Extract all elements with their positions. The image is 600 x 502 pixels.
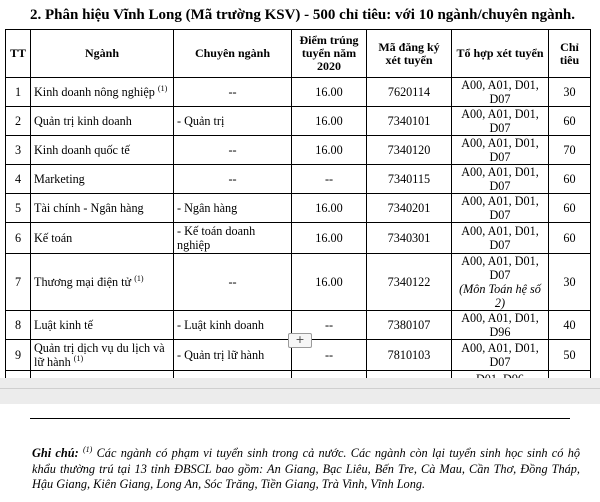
cell-tt: 9 [6, 340, 31, 371]
cell-combo: A00, A01, D01, D07 [452, 107, 549, 136]
cell-score: 16.00 [292, 254, 367, 311]
cell-major: Luật kinh tế [31, 311, 174, 340]
cell-tt: 7 [6, 254, 31, 311]
cell-combo: A00, A01, D01, D07 [452, 78, 549, 107]
cell-combo: A00, A01, D01, D07 [452, 136, 549, 165]
cell-quota: 30 [549, 78, 591, 107]
cell-major: Tài chính - Ngân hàng [31, 194, 174, 223]
cell-code: 7380107 [367, 311, 452, 340]
cell-major: Kinh doanh quốc tế [31, 136, 174, 165]
cell-major [31, 78, 174, 107]
cell-specialization: - Ngân hàng [174, 194, 292, 223]
cell-quota: 60 [549, 223, 591, 254]
cell-major [31, 340, 174, 371]
cell-specialization: - Quản trị lữ hành [174, 340, 292, 371]
cell-score: 16.00 [292, 78, 367, 107]
page-divider [0, 388, 600, 389]
cell-score: -- [292, 165, 367, 194]
cell-tt: 8 [6, 311, 31, 340]
table-row [6, 107, 591, 136]
table-row [6, 78, 591, 107]
cell-combo: A00, A01, D01, D07 [452, 194, 549, 223]
table-row [6, 194, 591, 223]
cell-code: 7340120 [367, 136, 452, 165]
cell-score: 16.00 [292, 194, 367, 223]
cell-tt: 1 [6, 78, 31, 107]
cell-specialization: -- [174, 254, 292, 311]
cell-code: 7340122 [367, 254, 452, 311]
cell-combo: A00, A01, D01, D07 [452, 340, 549, 371]
col-header-score: Điểm trúng tuyển năm 2020 [292, 30, 367, 78]
cell-code: 7340301 [367, 223, 452, 254]
cell-score: -- [292, 340, 367, 371]
cell-specialization: - Quản trị [174, 107, 292, 136]
footnote-marker: (1) [134, 273, 144, 283]
cell-major: Kế toán [31, 223, 174, 254]
cell-tt: 2 [6, 107, 31, 136]
col-header-code: Mã đăng ký xét tuyển [367, 30, 452, 78]
cell-score: 16.00 [292, 107, 367, 136]
cell-tt: 4 [6, 165, 31, 194]
cell-code: 7340101 [367, 107, 452, 136]
note-text: Các ngành có phạm vi tuyển sinh trong cả nước. Các ngành còn lại tuyển sinh học sinh có hộ khẩu thường trú tại 13 tỉnh ĐBSCL bao gồm: An Giang, Bạc Liêu, Bến Tre, Cà Mau, Cần Thơ, Đồng Tháp, Hậu Giang, Kiên Giang, Long An, Sóc Trăng, Tiền Giang, Trà Vinh, Vĩnh Long. [32, 446, 580, 491]
combo-text: A00, A01, D01, D07 [461, 254, 539, 282]
cell-quota: 70 [549, 136, 591, 165]
major-name: Thương mại điện tử [34, 275, 132, 289]
cell-combo: A00, A01, D01, D07 [452, 223, 549, 254]
cell-score: 16.00 [292, 136, 367, 165]
table-row [6, 254, 591, 311]
cell-code: 7810103 [367, 340, 452, 371]
cell-code: 7620114 [367, 78, 452, 107]
col-header-specialization: Chuyên ngành [174, 30, 292, 78]
cell-quota: 40 [549, 311, 591, 340]
note-marker: (1) [82, 444, 93, 454]
cell-quota: 60 [549, 194, 591, 223]
cell-major [31, 254, 174, 311]
cell-specialization: - Luật kinh doanh [174, 311, 292, 340]
cell-quota: 30 [549, 254, 591, 311]
major-name: Quản trị dịch vụ du lịch và lữ hành [34, 341, 165, 369]
table-row [6, 165, 591, 194]
note-label: Ghi chú: [32, 446, 79, 460]
table-row [6, 136, 591, 165]
add-row-button[interactable]: + [288, 333, 312, 348]
major-name: Kinh doanh nông nghiệp [34, 85, 155, 99]
footnote-separator [30, 418, 570, 419]
cell-tt: 3 [6, 136, 31, 165]
table-row [6, 223, 591, 254]
cell-major: Quản trị kinh doanh [31, 107, 174, 136]
cell-tt: 6 [6, 223, 31, 254]
col-header-quota: Chỉ tiêu [549, 30, 591, 78]
table-header-row [6, 30, 591, 78]
cell-quota: 60 [549, 165, 591, 194]
section-heading: 2. Phân hiệu Vĩnh Long (Mã trường KSV) - 500 chỉ tiêu: với 10 ngành/chuyên ngành. [30, 7, 576, 23]
col-header-combo: Tổ hợp xét tuyển [452, 30, 549, 78]
cell-specialization: -- [174, 165, 292, 194]
cell-combo: A00, A01, D01, D07 [452, 165, 549, 194]
cell-major: Marketing [31, 165, 174, 194]
cell-quota: 50 [549, 340, 591, 371]
cell-code: 7340201 [367, 194, 452, 223]
footnote-marker: (1) [157, 83, 168, 93]
admission-table [5, 29, 591, 415]
cell-specialization: -- [174, 136, 292, 165]
cell-combo [452, 254, 549, 311]
cell-score: -- [292, 311, 367, 340]
cell-code: 7340115 [367, 165, 452, 194]
cell-tt: 5 [6, 194, 31, 223]
combo-note: (Môn Toán hệ số 2) [459, 282, 541, 310]
cell-quota: 60 [549, 107, 591, 136]
footnote-marker: (1) [73, 353, 84, 363]
footnote-paragraph [32, 446, 580, 493]
cell-score: 16.00 [292, 223, 367, 254]
col-header-major: Ngành [31, 30, 174, 78]
cell-specialization: - Kế toán doanh nghiệp [174, 223, 292, 254]
col-header-tt: TT [6, 30, 31, 78]
cell-specialization: -- [174, 78, 292, 107]
cell-combo: A00, A01, D01, D96 [452, 311, 549, 340]
